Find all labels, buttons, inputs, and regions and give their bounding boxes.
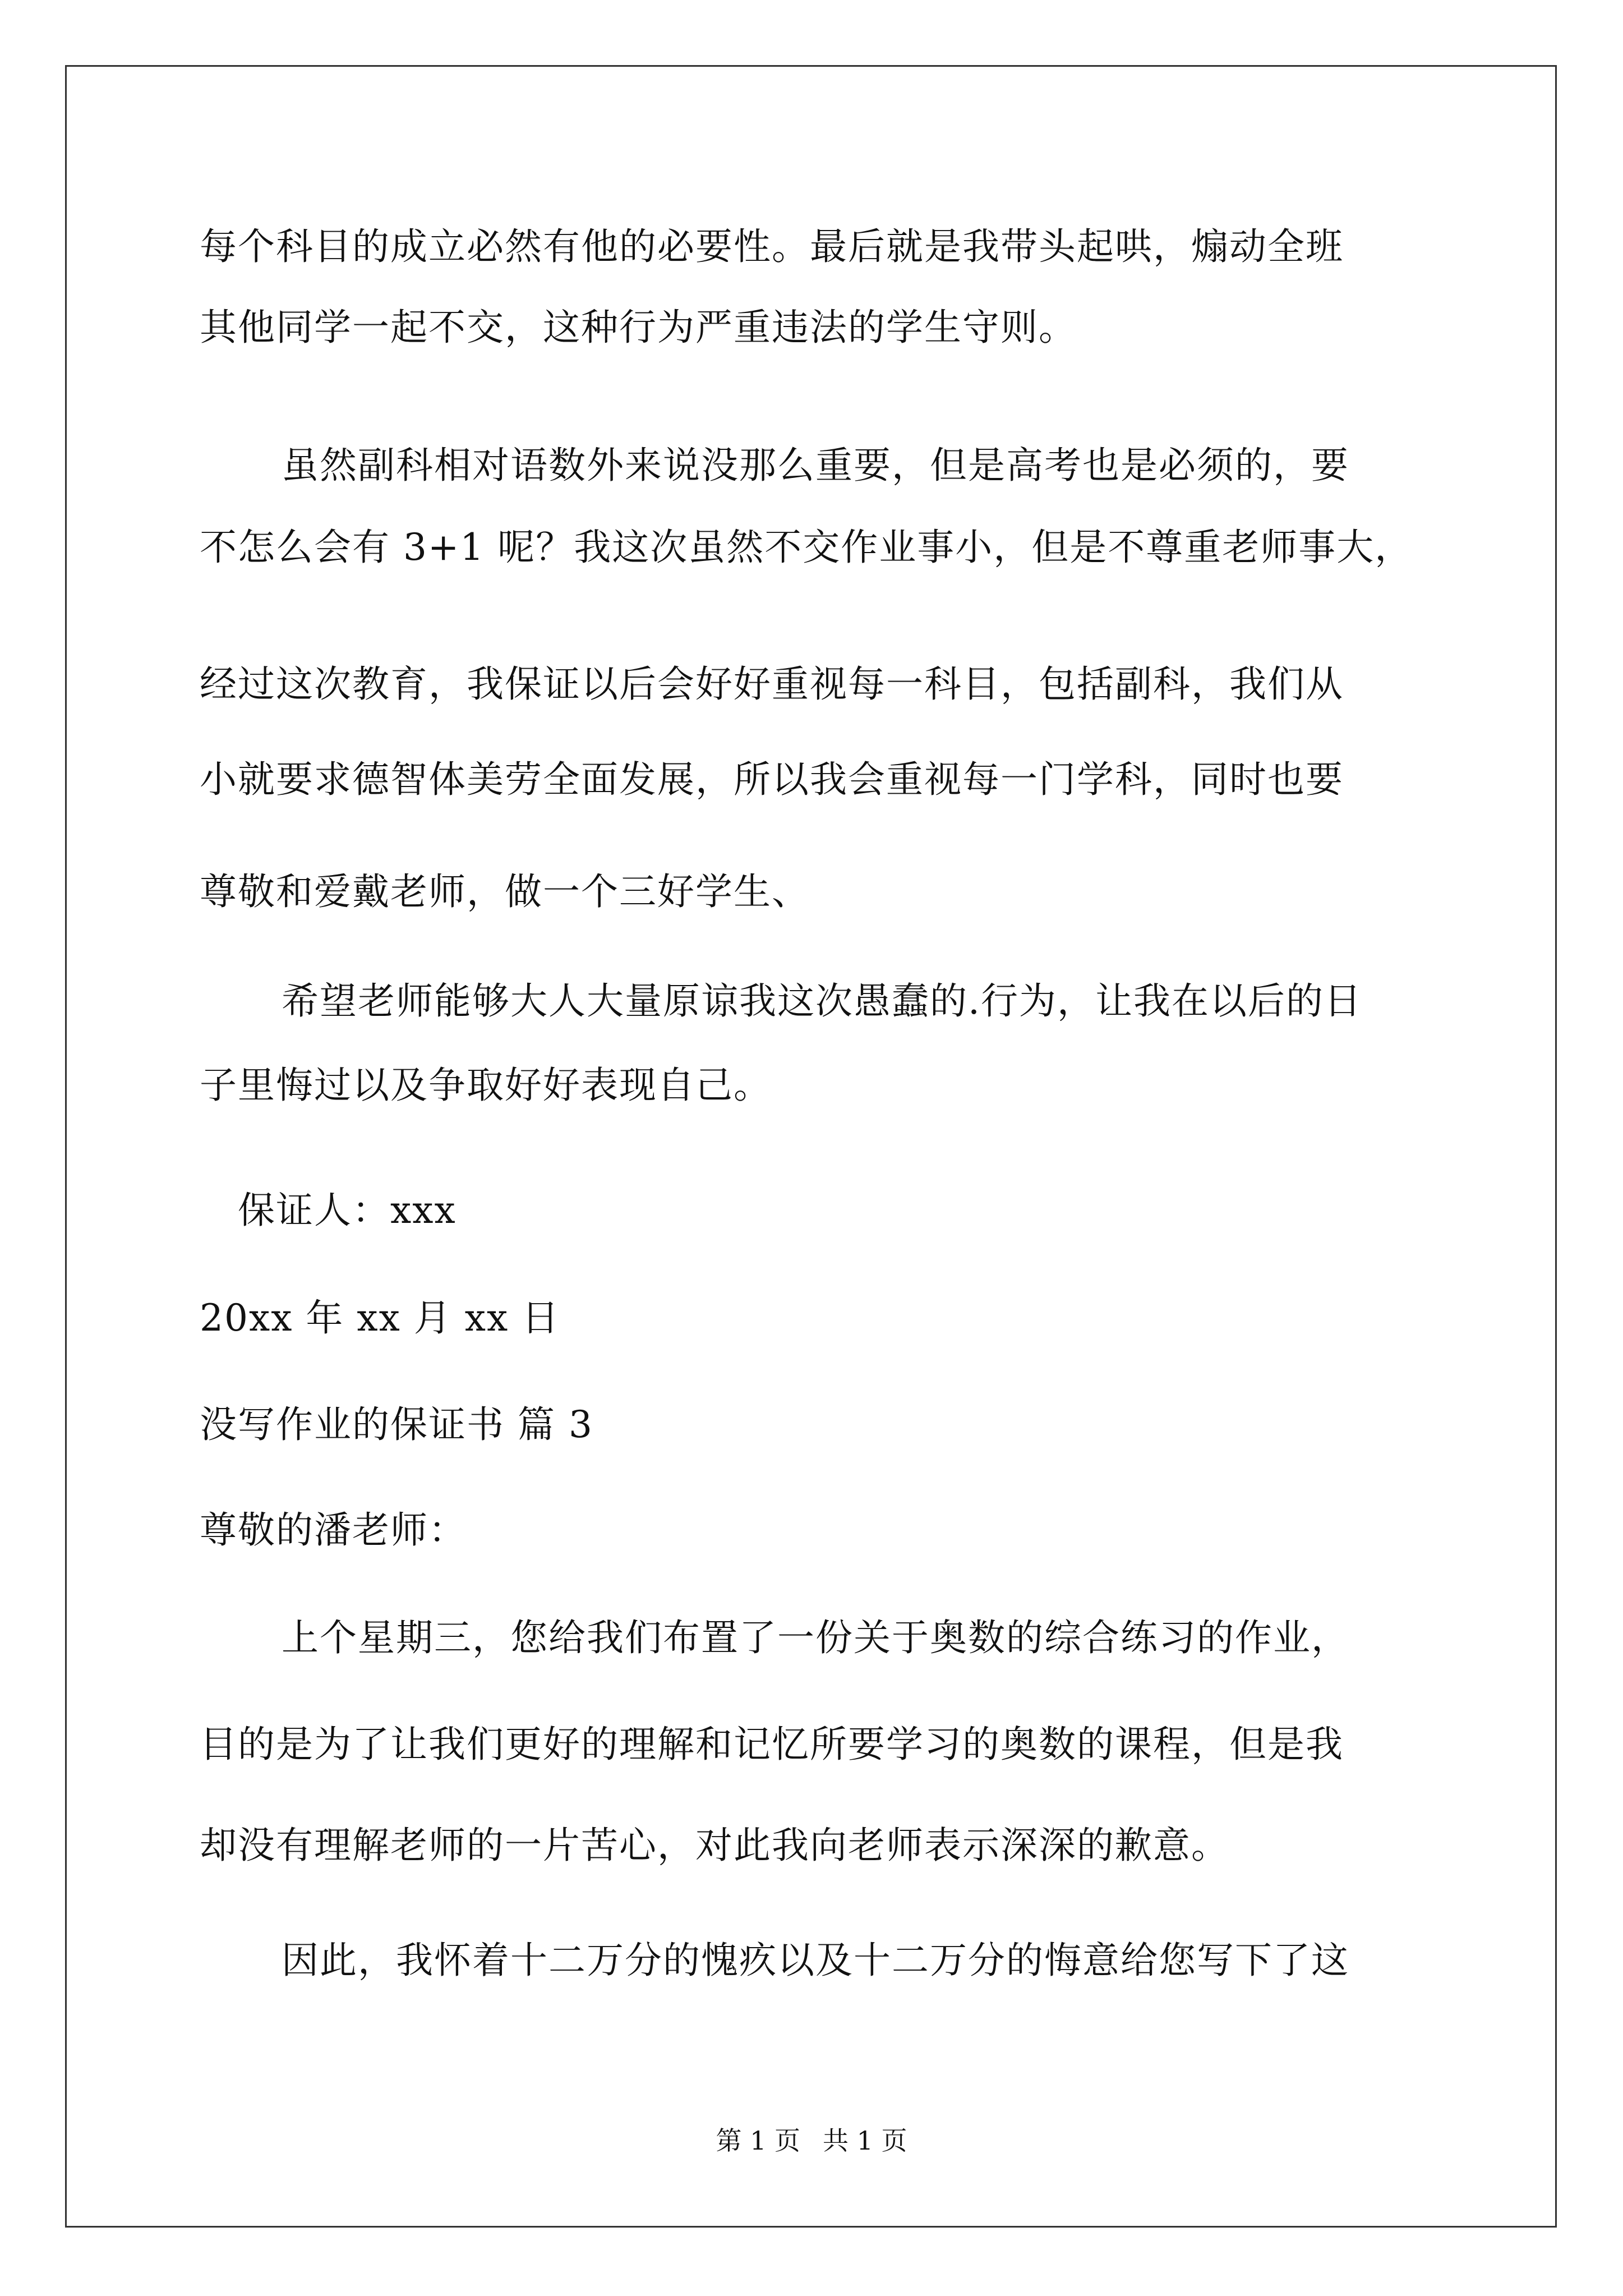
body-line: 子里悔过以及争取好好表现自己。 <box>200 1064 772 1107</box>
body-line: 上个星期三，您给我们布置了一份关于奥数的综合练习的作业， <box>282 1616 1349 1659</box>
body-line: 每个科目的成立必然有他的必要性。最后就是我带头起哄，煽动全班 <box>200 225 1344 268</box>
page-number: 第 1 页 <box>716 2125 800 2156</box>
body-line: 经过这次教育，我保证以后会好好重视每一科目，包括副科，我们从 <box>200 662 1344 706</box>
body-line: 尊敬和爱戴老师，做一个三好学生、 <box>200 870 810 913</box>
body-line: 虽然副科相对语数外来说没那么重要，但是高考也是必须的，要 <box>282 444 1349 487</box>
page-border <box>65 65 1557 2228</box>
body-line: 不怎么会有 3+1 呢？我这次虽然不交作业事小，但是不尊重老师事大， <box>200 526 1413 569</box>
body-line: 却没有理解老师的一片苦心，对此我向老师表示深深的歉意。 <box>200 1824 1229 1867</box>
section-heading: 没写作业的保证书 篇 3 <box>200 1403 593 1446</box>
salutation: 尊敬的潘老师： <box>200 1508 467 1552</box>
page-total: 共 1 页 <box>823 2125 907 2156</box>
body-line: 目的是为了让我们更好的理解和记忆所要学习的奥数的课程，但是我 <box>200 1723 1344 1766</box>
date-line: 20xx 年 xx 月 xx 日 <box>200 1296 560 1340</box>
page-footer <box>0 2125 1623 2156</box>
body-line: 希望老师能够大人大量原谅我这次愚蠢的.行为，让我在以后的日 <box>282 979 1362 1023</box>
signature-line: 保证人：xxx <box>238 1189 457 1232</box>
body-line: 小就要求德智体美劳全面发展，所以我会重视每一门学科，同时也要 <box>200 758 1344 801</box>
body-line: 其他同学一起不交，这种行为严重违法的学生守则。 <box>200 306 1077 349</box>
body-line: 因此，我怀着十二万分的愧疚以及十二万分的悔意给您写下了这 <box>282 1939 1349 1982</box>
